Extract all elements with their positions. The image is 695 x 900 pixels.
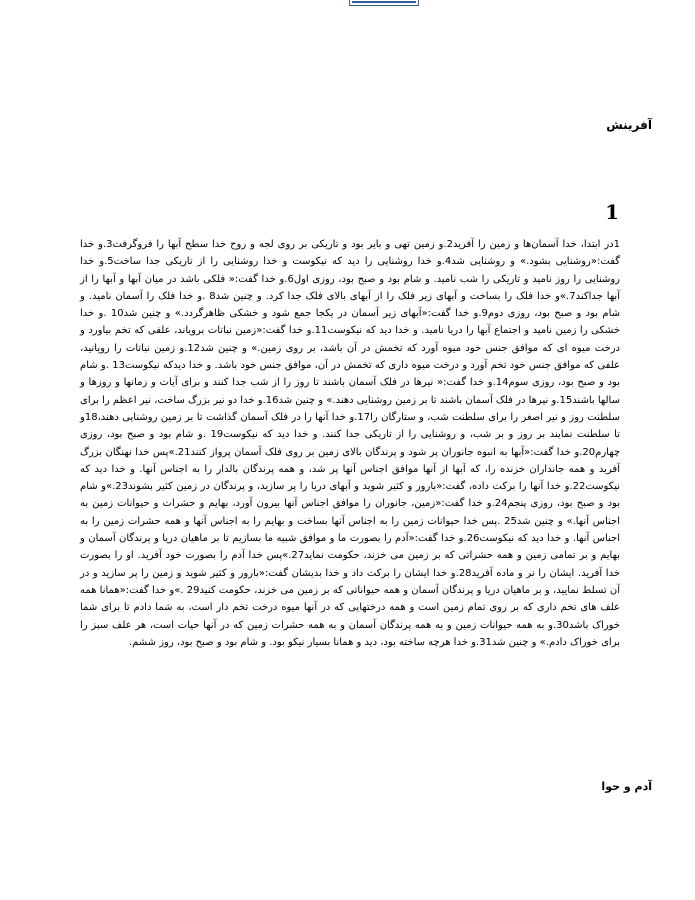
chapter-body-text: 1در ابتدا، خدا آسمان‌ها و زمین را آفرید2.و زمین تهی و بایر بود و تاریکی بر روی لجه و روح خدا سطح آبها را فروگرفت3.و خدا گفت:«روشنایی بشود.» و روشنایی شد4.و خدا روشنایی را دید که نیکوست و خدا روشنایی را از تاریکی جدا ساخت5.و خدا روشنایی را روز نامید و تاریکی را شب نامید. و شام بود و صبح بود، روزی اول6.و خدا گفت:« فلکی باشد در میان آبها و آبها را از آبها جداکند7.»و خدا فلک را بساخت و آبهای زیر فلک را از آبهای بالای فلک جدا کرد. و چنین شد8 .و خدا فلک را آسمان نامید. و شام بود و صبح بود، روزی دوم9.و خدا گفت:«آبهای زیر آسمان در یکجا جمع شود و خشکی ظاهرگردد.» و چنین شد10 .و خدا خشکی را زمین نامید و اجتماع آبها را دریا نامید. و خدا دید که نیکوست11.و خدا گفت:«زمین نباتات برویاند، علفی که تخم بیاورد و درخت میوه ای که موافق جنس خود میوه آورد که تخمش در آن باشد، بر روی زمین.» و چنین شد12.و زمین نباتات را رویانید، علفی که موافق جنس خود تخم آورد و درخت میوه داری که تخمش در آن، موافق جنس خود باشد. و خدا دیدکه نیکوست13 .و شام بود و صبح بود، روزی سوم14.و خدا گفت:« نیرها در فلک آسمان باشند تا روز را از شب جدا کنند و برای آیات و زمانها و روزها و سالها باشند15.و نیرها در فلک آسمان باشند تا بر زمین روشنایی دهند.» و چنین شد16.و خدا دو نیر بزرگ ساخت، نیر اعظم را برای سلطنت روز و نیر اصغر را برای سلطنت شب، و ستارگان را17.و خدا آنها را در فلک آسمان گذاشت تا بر زمین روشنایی دهند،18و تا سلطنت نمایند بر روز و بر شب، و روشنایی را از تاریکی جدا کنند. و خدا دید که نیکوست19 .و شام بود و صبح بود، روزی چهارم20.و خدا گفت:«آبها به انبوه جانوران پر شود و پرندگان بالای زمین بر روی فلک آسمان پرواز کنند21.»پس خدا نهنگان بزرگ آفرید و همه جانداران خزنده را، که آبها از آنها موافق اجناس آنها پر شد، و همه پرندگان بالدار را به اجناس آنها. و خدا دید که نیکوست22.و خدا آنها را برکت داده، گفت:«بارور و کثیر شوید و آبهای دریا را پر سازید، و پرندگان در زمین کثیر بشوند23.»و شام بود و صبح بود، روزی پنجم24.و خدا گفت:«زمین، جانوران را موافق اجناس آنها بیرون آورد، بهایم و حشرات و حیوانات زمین به اجناس آنها.» و چنین شد25 .پس خدا حیوانات زمین را به اجناس آنها بساخت و بهایم را به اجناس آنها و همه حشرات زمین را به اجناس آنها. و خدا دید که نیکوست26.و خدا گفت:«آدم را بصورت ما و موافق شبیه ما بسازیم تا بر ماهیان دریا و پرندگان آسمان و بهایم و بر تمامی زمین و همه حشراتی که بر زمین می خزند، حکومت نماید27.»پس خدا آدم را بصورت خود آفرید. او را بصورت خدا آفرید. ایشان را نر و ماده آفرید28.و خدا ایشان را برکت داد و خدا بدیشان گفت:«بارور و کثیر شوید و زمین را پر سازید و در آن تسلط نمایید، و بر ماهیان دریا و پرندگان آسمان و همه حیواناتی که بر زمین می خزند، حکومت کنید29 .»و خدا گفت:«همانا همه علف های تخم داری که بر روی تمام زمین است و همه درختهایی که در آنها میوه درخت تخم دار است، به شما دادم تا برای شما خوراک باشد30.و به همه حیوانات زمین و به همه پرندگان آسمان و به همه حشرات زمین که در آنها حیات است، هر علف سبز را برای خوراک دادم.» و چنین شد31.و خدا هرچه ساخته بود، دید و همانا بسیار نیکو بود. و شام بود و صبح بود، روز ششم. (80, 239, 621, 648)
scrollbar-thumb[interactable] (349, 0, 419, 6)
chapter-number: 1 (605, 200, 619, 224)
document-title: آفرینش (606, 118, 652, 132)
section-heading: آدم و حوا (601, 780, 652, 793)
